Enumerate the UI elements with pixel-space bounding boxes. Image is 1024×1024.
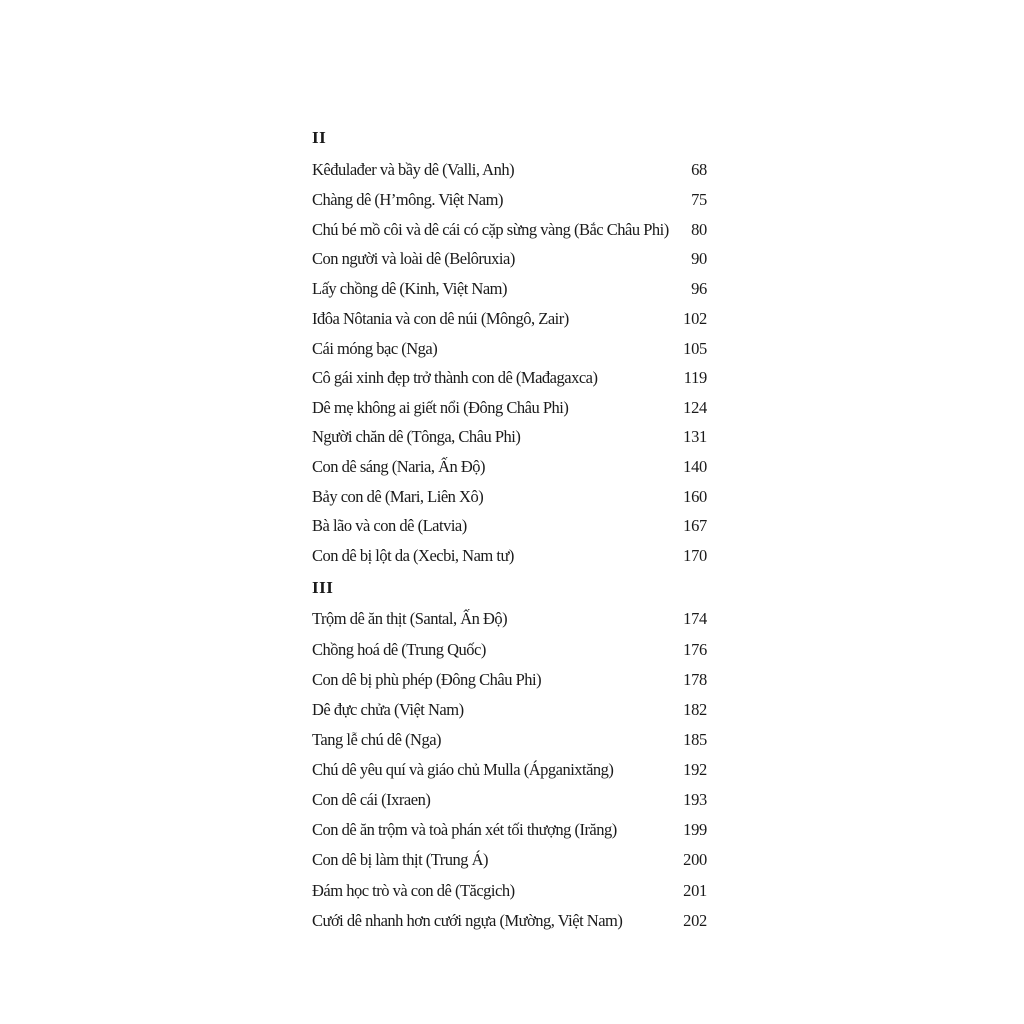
entry-title: Con dê bị phù phép (Đông Châu Phi) [312,670,542,689]
entry-page-number: 102 [683,309,707,328]
entry-title: Chú bé mồ côi và dê cái có cặp sừng vàng (Bắc Châu Phi) [312,220,669,239]
entry-page-number: 80 [691,220,707,239]
entry-page-number: 174 [683,609,707,628]
toc-entry [312,246,707,272]
entry-page-number: 90 [691,249,707,268]
entry-page-number: 202 [683,911,707,930]
entry-page-number: 68 [691,160,707,179]
toc-entry [312,513,707,539]
entry-title: Chú dê yêu quí và giáo chủ Mulla (Ápganixtăng) [312,760,614,779]
entry-title: Kêđulađer và bầy dê (Valli, Anh) [312,160,515,179]
entry-title: Chồng hoá dê (Trung Quốc) [312,640,486,659]
entry-title: Con dê bị lột da (Xecbi, Nam tư) [312,546,514,565]
entry-title: Dê đực chửa (Việt Nam) [312,700,464,719]
toc-entry [312,606,707,632]
entry-page-number: 131 [683,427,707,446]
toc-entry [312,847,707,873]
entry-title: Lấy chồng dê (Kinh, Việt Nam) [312,279,507,298]
entry-title: Con người và loài dê (Belôruxia) [312,249,515,268]
toc-entry [312,817,707,843]
toc-entry [312,637,707,663]
toc-entry [312,454,707,480]
toc-entry [312,787,707,813]
toc-entry [312,157,707,183]
entry-page-number: 105 [683,339,707,358]
toc-entry [312,697,707,723]
entry-page-number: 140 [683,457,707,476]
entry-page-number: 182 [683,700,707,719]
entry-page-number: 200 [683,850,707,869]
entry-title: Dê mẹ không ai giết nổi (Đông Châu Phi) [312,398,569,417]
entry-page-number: 160 [683,487,707,506]
entry-title: Bảy con dê (Mari, Liên Xô) [312,487,484,506]
entry-page-number: 193 [683,790,707,809]
toc-entry [312,757,707,783]
entry-page-number: 192 [683,760,707,779]
entry-page-number: 199 [683,820,707,839]
entry-title: Iđôa Nôtania và con dê núi (Môngô, Zair) [312,309,569,328]
entry-title: Tang lễ chú dê (Nga) [312,730,442,749]
entry-page-number: 170 [683,546,707,565]
entry-title: Cái móng bạc (Nga) [312,339,438,358]
entry-title: Bà lão và con dê (Latvia) [312,516,467,535]
toc-entry [312,667,707,693]
toc-entry [312,727,707,753]
toc-entry [312,217,707,243]
toc-entry [312,187,707,213]
entry-page-number: 167 [683,516,707,535]
entry-page-number: 96 [691,279,707,298]
entry-title: Chàng dê (H’mông. Việt Nam) [312,190,503,209]
toc-entry [312,484,707,510]
entry-page-number: 124 [683,398,707,417]
entry-page-number: 185 [683,730,707,749]
entry-title: Đám học trò và con dê (Tăcgich) [312,881,515,900]
toc-entry [312,365,707,391]
toc-entry [312,878,707,904]
toc-entry [312,336,707,362]
toc-entry [312,306,707,332]
toc-entry [312,395,707,421]
entry-page-number: 178 [683,670,707,689]
entry-title: Trộm dê ăn thịt (Santal, Ấn Độ) [312,609,508,628]
entry-title: Cưới dê nhanh hơn cưới ngựa (Mường, Việt Nam) [312,911,623,930]
entry-page-number: 201 [683,881,707,900]
entry-title: Cô gái xinh đẹp trở thành con dê (Mađagaxca) [312,368,598,387]
toc-entry [312,424,707,450]
section-heading-iii: III [312,578,334,597]
entry-title: Con dê ăn trộm và toà phán xét tối thượng (Irăng) [312,820,617,839]
section-heading-ii: II [312,128,327,147]
entry-page-number: 119 [683,368,707,387]
toc-entry [312,908,707,934]
entry-title: Con dê cái (Ixraen) [312,790,431,809]
entry-page-number: 176 [683,640,707,659]
entry-title: Người chăn dê (Tônga, Châu Phi) [312,427,521,446]
entry-title: Con dê sáng (Naria, Ấn Độ) [312,457,486,476]
toc-entry [312,276,707,302]
entry-title: Con dê bị làm thịt (Trung Á) [312,850,489,869]
entry-page-number: 75 [691,190,707,209]
toc-entry [312,543,707,569]
